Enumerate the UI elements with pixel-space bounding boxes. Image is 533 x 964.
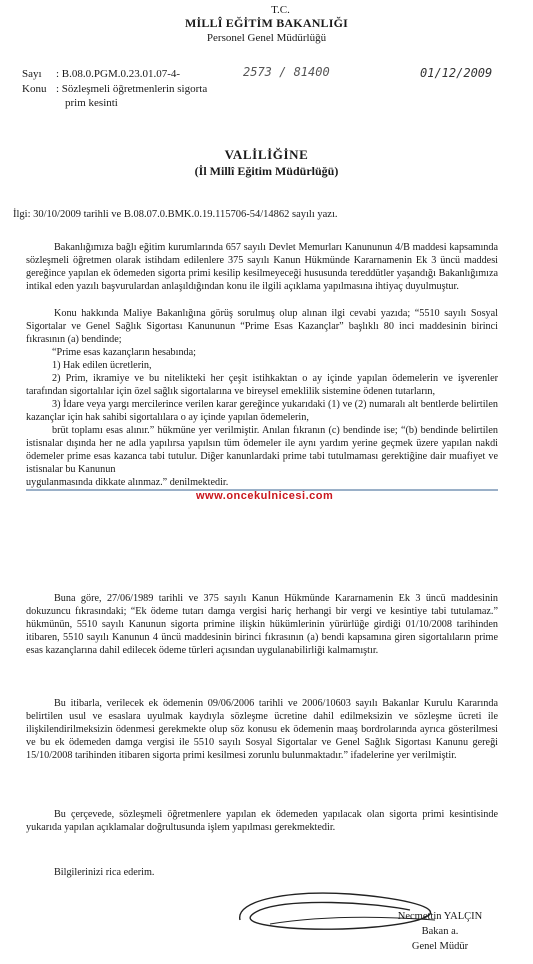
header-ministry: MİLLÎ EĞİTİM BAKANLIĞI [184, 16, 349, 30]
sayi-handwritten: 2573 / 81400 [243, 65, 330, 79]
konu-value-2: prim kesinti [65, 97, 118, 109]
addressee-subtitle: (İl Millî Eğitim Müdürlüğü) [194, 164, 339, 178]
header-tc: T.C. [271, 4, 290, 16]
letter-date: 01/12/2009 [420, 66, 493, 80]
paragraph-4: Bu itibarla, verilecek ek ödemenin 09/06/2006 tarihli ve 2006/10603 sayılı Bakanlar Kurulu Kararında belirtilen usul ve esaslara uyulmak kaydıyla sözleşme ücretine dahil edilmeksizin ve sözleşme ücreti ile ilişkilendirilmeksizin ödenmesi gerekmekte olup söz konusu ek ödemenin maaş bordrolarında ayrıca gösterilmesi ve bu ek ödemeden damga vergisi ile 5510 sayılı Sosyal Sigortalar ve Genel Sağlık Sigortası Kanunu gereği 15/10/2008 tarihinden itibaren sigorta primi kesilmesi zorunlu bulunmaktadır.” ifadelerine yer verilmiştir. [26, 698, 498, 761]
konu-value: : Sözleşmeli öğretmenlerin sigorta [56, 83, 208, 95]
highlighted-line: uygulanmasında dikkate alınmaz.” denilmektedir. [26, 476, 498, 491]
sayi-label: Sayı [22, 68, 42, 80]
paragraph-3: Buna göre, 27/06/1989 tarihli ve 375 sayılı Kanun Hükmünde Kararnamenin Ek 3 üncü maddesinin dokuzuncu fıkrasındaki; “Ek ödeme tutarı damga vergisi hariç herhangi bir vergi ve kesintiye tabi tutulamaz.” hükmünün, 5510 sayılı Kanunun sigorta primine ilişkin hükümlerinin yürürlüğe girdiği 01/10/2008 tarihinden itibaren, 5510 sayılı Kanunun 4 üncü maddesinin birinci fıkrasının (a) bendi kapsamına giren sigortalıların prime esas kazançlarına dahil edilecek ödeme türleri açısından uygulanabilirliği kalmamıştır. [26, 593, 498, 656]
paragraph-5: Bu çerçevede, sözleşmeli öğretmenlere yapılan ek ödemeden yapılacak olan sigorta primi kesintisinde yukarıda yapılan açıklamalar doğrultusunda işlem yapılması gerekmektedir. [26, 809, 498, 833]
header-department: Personel Genel Müdürlüğü [206, 32, 327, 44]
sayi-value: : B.08.0.PGM.0.23.01.07-4- [56, 68, 181, 80]
paragraph-2: Konu hakkında Maliye Bakanlığına görüş sorulmuş olup alınan ilgi cevabi yazıda; “5510 sayılı Sosyal Sigortalar ve Genel Sağlık Sigortası Kanununun “Prime Esas Kazançlar” başlıklı 80 inci maddesinin birinci fıkrasının (a) bendinde; “Prime esas kazançların hesabında; 1) Hak edilen ücretlerin, 2) Prim, ikramiye ve bu nitelikteki her çeşit istihkaktan o ay içinde yapılan ödemelerin ve işverenler tarafından sigortalılar için özel sağlık sigortalarına ve bireysel emeklilik sistemine ödenen tutarların, 3) İdare veya yargı mercilerince verilen karar gereğince yukarıdaki (1) ve (2) numaralı alt bentlerde belirtilen kazançlar için hak sahibi sigortalılara o ay içinde yapılan ödemelerin, brüt toplamı esas alınır.” hükmüne yer verilmiştir. Anılan fıkranın (c) bendinde ise; “(b) bendinde belirtilen istisnalar dışında her ne adla yapılırsa yapılsın tüm ödemeler ile aynı yardım yerine geçmek üzere yapılan nakdi ödemeler prime esas kazanca tabi tutulur. Diğer kanunlardaki prime tabi tutulmaması gerektiğine dair muafiyet ve istisnalar bu Kanunun uygulanmasında dikkate alınmaz.” denilmektedir. [26, 307, 498, 491]
paragraph-1: Bakanlığımıza bağlı eğitim kurumlarında 657 sayılı Devlet Memurları Kanununun 4/B maddesi kapsamında sözleşmeli öğretmen olarak istihdam edilenlere 375 sayılı Kanun Hükmünde Kararnamenin Ek 3 üncü maddesi gereğince yapılan ek ödemeden sigorta primi kesilip kesilmeyeceği hususunda tereddütler yaşandığı Bakanlığımıza intikal eden yazılı başvurulardan anlaşıldığından konu ile ilgili açıklama yapılmasına ihtiyaç duyulmuştur. [26, 242, 498, 292]
addressee-title: VALİLİĞİNE [224, 147, 309, 162]
konu-label: Konu [22, 83, 47, 95]
watermark-text: www.oncekulnicesi.com [196, 490, 334, 502]
reference-line: İlgi: 30/10/2009 tarihli ve B.08.07.0.BMK.0.19.115706-54/14862 sayılı yazı. [13, 209, 338, 220]
signer-role-1: Bakan a. [421, 926, 459, 937]
signer-name: Necmettin YALÇIN [397, 911, 483, 922]
paragraph-6: Bilgilerinizi rica ederim. [54, 867, 155, 878]
signer-role-2: Genel Müdür [411, 941, 469, 952]
